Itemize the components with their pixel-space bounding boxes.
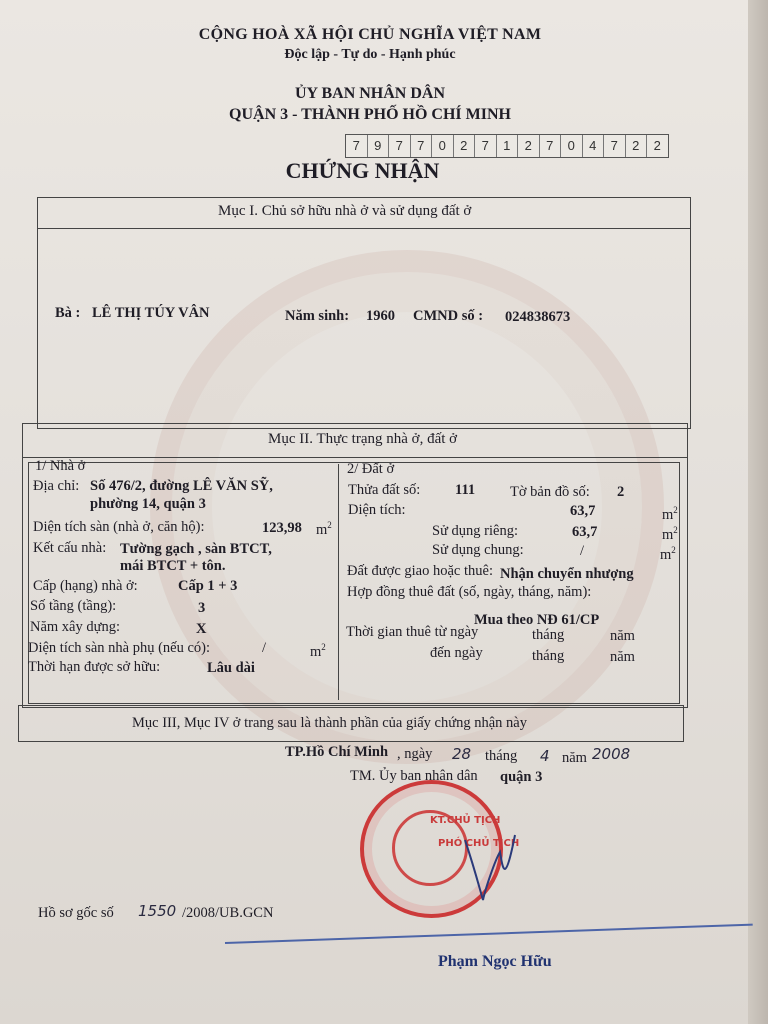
dossier-suffix: /2008/UB.GCN xyxy=(182,905,274,921)
serial-digit: 7 xyxy=(604,135,626,157)
lease-from-year-label: năm xyxy=(610,628,635,644)
private-use-value: 63,7 xyxy=(572,524,598,540)
ownership-term-label: Thời hạn được sở hữu: xyxy=(28,659,161,675)
serial-digit: 4 xyxy=(583,135,605,157)
lease-contract-label: Hợp đồng thuê đất (số, ngày, tháng, năm): xyxy=(347,584,592,600)
lease-to-label: đến ngày xyxy=(430,645,483,661)
floor-area-unit xyxy=(316,520,332,539)
address-label: Địa chỉ: xyxy=(33,478,80,494)
unit-m: m xyxy=(662,506,674,523)
owner-name: LÊ THỊ TÚY VÂN xyxy=(92,305,210,321)
serial-digit: 7 xyxy=(411,135,433,157)
signer-name: Phạm Ngọc Hữu xyxy=(438,953,552,970)
unit-m: m xyxy=(316,521,328,538)
signature xyxy=(455,830,535,910)
private-use-unit xyxy=(662,525,678,544)
id-label: CMND số : xyxy=(413,308,484,324)
issue-place: TP.Hồ Chí Minh xyxy=(285,744,389,760)
floor-area-value: 123,98 xyxy=(262,520,302,536)
land-area-unit xyxy=(662,505,678,524)
on-behalf-label: TM. Ủy ban nhân dân xyxy=(350,768,478,784)
grade-label: Cấp (hạng) nhà ở: xyxy=(33,578,138,594)
house-heading: 1/ Nhà ở xyxy=(35,458,86,474)
private-use-label: Sử dụng riêng: xyxy=(432,523,518,539)
serial-digit: 0 xyxy=(432,135,454,157)
date-day-label: , ngày xyxy=(397,746,433,762)
year-built-label: Năm xây dựng: xyxy=(30,619,121,635)
unit-sup: 2 xyxy=(673,525,678,535)
seal-title-1: KT.CHỦ TỊCH xyxy=(430,815,501,826)
serial-digit: 9 xyxy=(368,135,390,157)
section-2-divider xyxy=(338,464,339,700)
birth-label: Năm sinh: xyxy=(285,308,350,324)
issue-day: 28 xyxy=(452,745,472,763)
land-area-label: Diện tích: xyxy=(348,502,406,518)
date-month-label: tháng xyxy=(485,748,518,764)
serial-digit: 7 xyxy=(475,135,497,157)
serial-digit: 2 xyxy=(653,138,661,153)
annex-area-value: / xyxy=(262,640,267,656)
section-3-note: Mục III, Mục IV ở trang sau là thành phần của giấy chứng nhận này xyxy=(132,715,527,731)
map-sheet-value: 2 xyxy=(617,484,625,500)
structure-line2: mái BTCT + tôn. xyxy=(120,558,226,574)
parcel-value: 111 xyxy=(455,482,476,498)
serial-digit: 2 xyxy=(626,135,648,157)
birth-year: 1960 xyxy=(366,308,395,324)
nation-title: CỘNG HOÀ XÃ HỘI CHỦ NGHĨA VIỆT NAM xyxy=(198,26,542,43)
serial-digit: 2 xyxy=(454,135,476,157)
year-built-value: X xyxy=(196,621,207,637)
annex-area-unit xyxy=(310,642,326,661)
unit-sup: 2 xyxy=(673,505,678,515)
authority-title: ỦY BAN NHÂN DÂN xyxy=(294,85,446,102)
owner-prefix: Bà : xyxy=(55,305,81,321)
lease-to-year-label: năm xyxy=(610,649,635,665)
floors-value: 3 xyxy=(198,600,206,616)
annex-area-label: Diện tích sàn nhà phụ (nếu có): xyxy=(28,640,211,656)
unit-m: m xyxy=(660,546,672,563)
section-2-title: Mục II. Thực trạng nhà ở, đất ở xyxy=(268,431,458,447)
unit-sup: 2 xyxy=(327,520,332,530)
land-heading: 2/ Đất ở xyxy=(347,461,395,477)
unit-m: m xyxy=(662,526,674,543)
serial-digit: 7 xyxy=(346,135,368,157)
serial-digit: 1 xyxy=(497,135,519,157)
national-motto: Độc lập - Tự do - Hạnh phúc xyxy=(284,47,456,62)
shared-use-value: / xyxy=(580,543,585,559)
serial-number xyxy=(345,134,669,158)
section-1-title: Mục I. Chủ sở hữu nhà ở và sử dụng đất ở xyxy=(218,203,472,219)
floors-label: Số tầng (tầng): xyxy=(30,598,117,614)
floor-area-label: Diện tích sàn (nhà ở, căn hộ): xyxy=(33,519,205,535)
page-edge xyxy=(748,0,768,1024)
structure-line1: Tường gạch , sàn BTCT, xyxy=(120,541,272,557)
issue-year: 2008 xyxy=(592,745,631,763)
lease-from-month-label: tháng xyxy=(532,627,565,643)
map-sheet-label: Tờ bản đồ số: xyxy=(510,484,590,500)
address-line2: phường 14, quận 3 xyxy=(90,496,206,512)
allocation-value: Nhận chuyển nhượng xyxy=(500,566,634,582)
serial-digit: 7 xyxy=(540,135,562,157)
unit-sup: 2 xyxy=(671,545,676,555)
lease-to-month-label: tháng xyxy=(532,648,565,664)
ownership-term-value: Lâu dài xyxy=(207,660,255,676)
date-year-label: năm xyxy=(562,750,587,766)
parcel-label: Thửa đất số: xyxy=(348,482,421,498)
certificate-title: CHỨNG NHẬN xyxy=(285,158,440,183)
district-title: QUẬN 3 - THÀNH PHỐ HỒ CHÍ MINH xyxy=(229,106,511,123)
dossier-number: 1550 xyxy=(138,902,177,920)
allocation-label: Đất được giao hoặc thuê: xyxy=(347,563,493,579)
unit-m: m xyxy=(310,643,322,660)
on-behalf-district: quận 3 xyxy=(500,769,543,785)
structure-label: Kết cấu nhà: xyxy=(33,540,107,556)
unit-sup: 2 xyxy=(321,642,326,652)
issue-month: 4 xyxy=(540,747,550,765)
shared-use-unit xyxy=(660,545,676,564)
serial-digit: 2 xyxy=(518,135,540,157)
serial-digit: 0 xyxy=(561,135,583,157)
shared-use-label: Sử dụng chung: xyxy=(432,542,524,558)
land-area-value: 63,7 xyxy=(570,503,596,519)
grade-value: Cấp 1 + 3 xyxy=(178,578,238,594)
seal-title-2: PHÓ CHỦ TỊCH xyxy=(438,838,520,849)
dossier-label: Hồ sơ gốc số xyxy=(38,905,114,921)
id-number: 024838673 xyxy=(505,309,571,325)
lease-contract-value: Mua theo NĐ 61/CP xyxy=(474,612,600,628)
lease-from-label: Thời gian thuê từ ngày xyxy=(346,624,479,640)
serial-digit: 7 xyxy=(389,135,411,157)
address-line1: Số 476/2, đường LÊ VĂN SỸ, xyxy=(90,478,273,494)
